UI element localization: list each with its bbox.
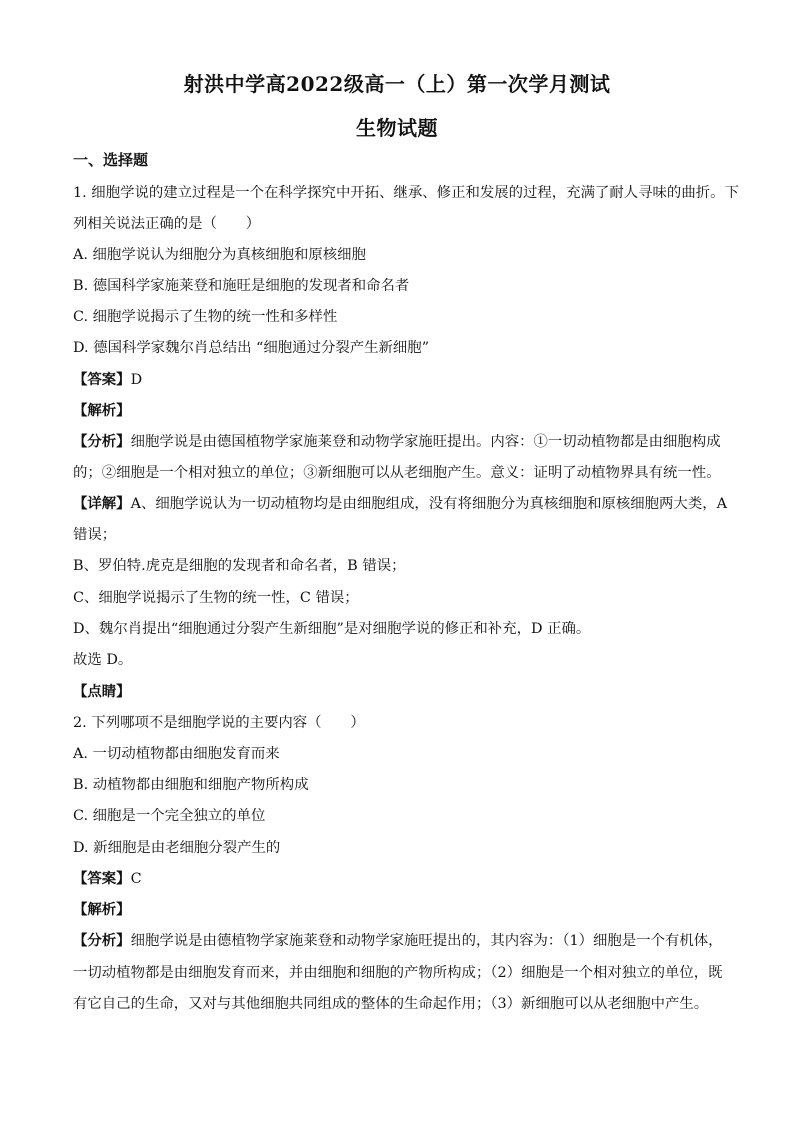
- q2-option-c: C. 细胞是一个完全独立的单位: [73, 808, 266, 824]
- xiangjie-tag: 【详解】: [73, 495, 131, 512]
- answer-value: D: [130, 372, 143, 388]
- q1-dianjing-tag: 【点睛】: [73, 683, 131, 700]
- q1-option-a: A. 细胞学说认为细胞分为真核细胞和原核细胞: [73, 247, 366, 263]
- q2-option-b: B. 动植物都由细胞和细胞产物所构成: [73, 777, 309, 793]
- fenxi-text: 细胞学说是由德国植物学家施莱登和动物学家施旺提出。内容：①一切动植物都是由细胞构成: [130, 434, 721, 450]
- exam-title: 射洪中学高2022级高一（上）第一次学月测试: [183, 72, 611, 96]
- q2-stem: 2. 下列哪项不是细胞学说的主要内容（ ）: [73, 715, 365, 731]
- q2-option-a: A. 一切动植物都由细胞发育而来: [73, 746, 280, 762]
- q1-option-d: D. 德国科学家魏尔肖总结出 “细胞通过分裂产生新细胞”: [73, 340, 430, 356]
- answer-tag: 【答案】: [73, 870, 131, 887]
- q1-fenxi-line1: [73, 432, 721, 452]
- section-heading: 一、选择题: [73, 151, 149, 169]
- q1-explain-b: B、罗伯特.虎克是细胞的发现者和命名者，B 错误；: [73, 558, 406, 574]
- q2-fenxi-line3: 有它自己的生命，又对与其他细胞共同组成的整体的生命起作用；（3）新细胞可以从老细胞中产生。: [73, 996, 709, 1012]
- xiangjie-text: A、细胞学说认为一切动植物均是由细胞组成，没有将细胞分为真核细胞和原核细胞两大类，A: [130, 496, 727, 512]
- q1-option-b: B. 德国科学家施莱登和施旺是细胞的发现者和命名者: [73, 278, 410, 294]
- q1-fenxi-line2: 的；②细胞是一个相对独立的单位；③新细胞可以从老细胞产生。意义：证明了动植物界具有统一性。: [73, 465, 721, 481]
- q1-xiangjie-line2: 错误；: [73, 527, 117, 543]
- q1-explain-d: D、魏尔肖提出“细胞通过分裂产生新细胞”是对细胞学说的修正和补充，D 正确。: [73, 621, 591, 637]
- q1-xiangjie-line1: [73, 494, 727, 514]
- answer-value: C: [130, 871, 142, 887]
- q2-analysis-tag: 【解析】: [73, 901, 131, 918]
- q1-analysis-tag: 【解析】: [73, 402, 131, 419]
- q1-stem-line1: 1. 细胞学说的建立过程是一个在科学探究中开拓、继承、修正和发展的过程，充满了耐人寻味的曲折。下: [73, 185, 739, 201]
- answer-tag: 【答案】: [73, 371, 131, 388]
- q2-fenxi-line2: 一切动植物都是由细胞发育而来，并由细胞和细胞的产物所构成；（2）细胞是一个相对独立的单位，既: [73, 965, 723, 981]
- fenxi-text: 细胞学说是由德植物学家施莱登和动物学家施旺提出的，其内容为：（1）细胞是一个有机体，: [130, 933, 723, 949]
- q2-answer: [73, 869, 721, 889]
- q2-fenxi-line1: [73, 931, 721, 951]
- fenxi-tag: 【分析】: [73, 433, 131, 450]
- q1-answer: [73, 370, 721, 390]
- q1-conclusion: 故选 D。: [73, 652, 133, 668]
- q1-explain-c: C、细胞学说揭示了生物的统一性，C 错误；: [73, 590, 359, 606]
- exam-subject: 生物试题: [356, 116, 438, 140]
- fenxi-tag: 【分析】: [73, 932, 131, 949]
- q1-option-c: C. 细胞学说揭示了生物的统一性和多样性: [73, 309, 338, 325]
- q1-stem-line2: 列相关说法正确的是（ ）: [73, 216, 261, 232]
- q2-option-d: D. 新细胞是由老细胞分裂产生的: [73, 840, 281, 856]
